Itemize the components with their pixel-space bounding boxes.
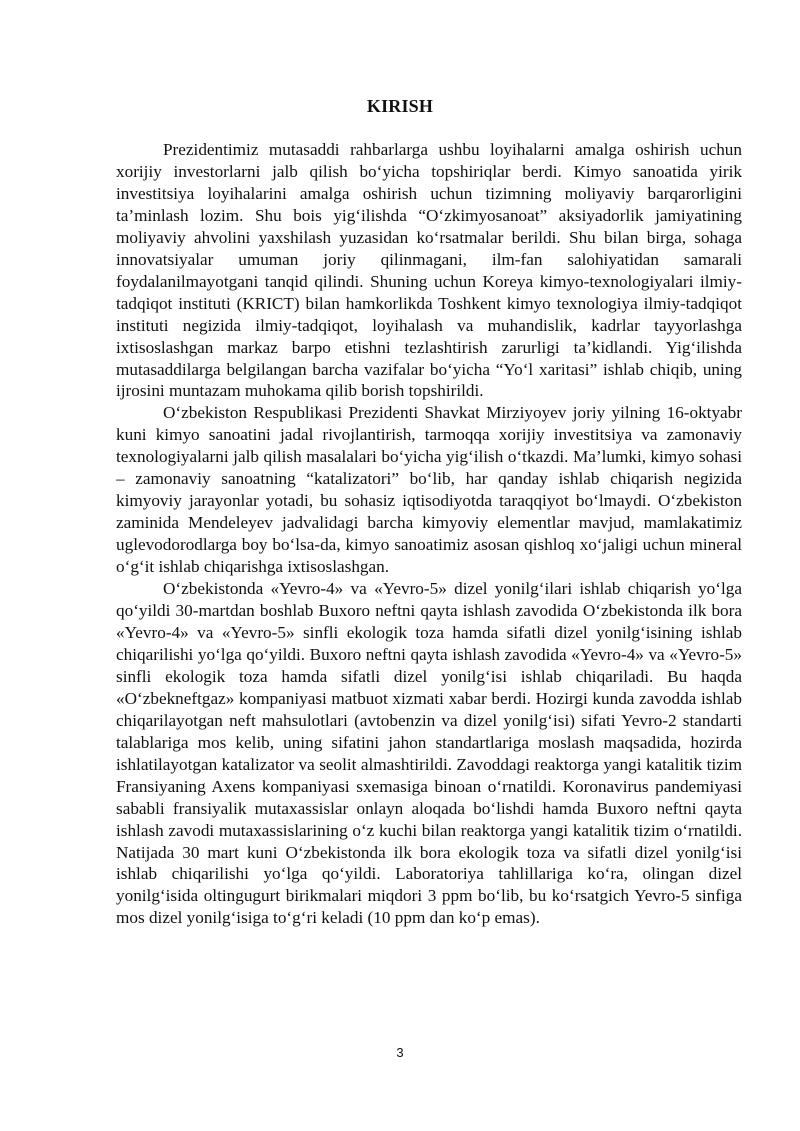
section-heading: KIRISH <box>366 96 434 116</box>
paragraph-3: O‘zbekistonda «Yevro-4» va «Yevro-5» dizel yonilg‘ilari ishlab chiqarish yo‘lga qo‘yildi 30-martdan boshlab Buxoro neftni qayta ishlash zavodida O‘zbekistonda ilk bora «Yevro-4» va «Yevro-5» sinfli ekologik toza hamda sifatli dizel yonilg‘isining ishlab chiqarilishi yo‘lga qo‘yildi. Buxoro neftni qayta ishlash zavodida «Yevro-4» va «Yevro-5» sinfli ekologik toza hamda sifatli dizel yonilg‘isi ishlab chiqariladi. Bu haqda «O‘zbekneftgaz» kompaniyasi matbuot xizmati xabar berdi. Hozirgi kunda zavodda ishlab chiqarilayotgan neft mahsulotlari (avtobenzin va dizel yonilg‘isi) sifati Yevro-2 standarti talablariga mos kelib, uning sifatini jahon standartlariga moslash maqsadida, hozirda ishlatilayotgan katalizator va seolit almashtirildi. Zavoddagi reaktorga yangi katalitik tizim Fransiyaning Axens kompaniyasi sxemasiga binoan o‘rnatildi. Koronavirus pandemiyasi sababli fransiyalik mutaxassislar onlayn aloqada bo‘lishdi hamda Buxoro neftni qayta ishlash zavodi mutaxassislarining o‘z kuchi bilan reaktorga yangi katalitik tizim o‘rnatildi. Natijada 30 mart kuni O‘zbekistonda ilk bora ekologik toza va sifatli dizel yonilg‘isi ishlab chiqarilishi yo‘lga qo‘yildi. Laboratoriya tahlillariga ko‘ra, olingan dizel yonilg‘isida oltingugurt birikmalari miqdori 3 ppm bo‘lib, bu ko‘rsatgich Yevro-5 sinfiga mos dizel yonilg‘isiga to‘g‘ri keladi (10 ppm dan ko‘p emas). <box>116 579 742 928</box>
body-text <box>116 139 742 929</box>
paragraph-2: O‘zbekiston Respublikasi Prezidenti Shavkat Mirziyoyev joriy yilning 16-oktyabr kuni kimyo sanoatini jadal rivojlantirish, tarmoqqa xorijiy investitsiya va zamonaviy texnologiyalarni jalb qilish masalalari bo‘yicha yig‘ilish o‘tkazdi. Ma’lumki, kimyo sohasi – zamonaviy sanoatning “katalizatori” bo‘lib, har qanday ishlab chiqarish negizida kimyoviy jarayonlar yotadi, bu sohasiz iqtisodiyotda taraqqiyot bo‘lmaydi. O‘zbekiston zaminida Mendeleyev jadvalidagi barcha kimyoviy elementlar mavjud, mamlakatimiz uglevodorodlarga boy bo‘lsa-da, kimyo sanoatimiz asosan qishloq xo‘jaligi uchun mineral o‘g‘it ishlab chiqarishga ixtisoslashgan. <box>116 403 742 577</box>
page-number: 3 <box>396 1045 404 1060</box>
paragraph-1: Prezidentimiz mutasaddi rahbarlarga ushbu loyihalarni amalga oshirish uchun xorijiy investorlarni jalb qilish bo‘yicha topshiriqlar berdi. Kimyo sanoatida yirik investitsiya loyihalarini amalga oshirish uchun tizimning moliyaviy barqarorligini ta’minlash lozim. Shu bois yig‘ilishda “O‘zkimyosanoat” aksiyadorlik jamiyatining moliyaviy ahvolini yaxshilash yuzasidan ko‘rsatmalar berildi. Shu bilan birga, sohaga innovatsiyalar umuman joriy qilinmagani, ilm-fan salohiyatidan samarali foydalanilmayotgani tanqid qilindi. Shuning uchun Koreya kimyo-texnologiyalari ilmiy-tadqiqot instituti (KRICT) bilan hamkorlikda Toshkent kimyo texnologiya ilmiy-tadqiqot instituti negizida ilmiy-tadqiqot, loyihalash va muhandislik, kadrlar tayyorlashga ixtisoslashgan markaz barpo etishni tezlashtirish zarurligi ta’kidlandi. Yig‘ilishda mutasaddilarga belgilangan barcha vazifalar bo‘yicha “Yo‘l xaritasi” ishlab chiqib, uning ijrosini muntazam muhokama qilib borish topshirildi. <box>116 140 742 401</box>
